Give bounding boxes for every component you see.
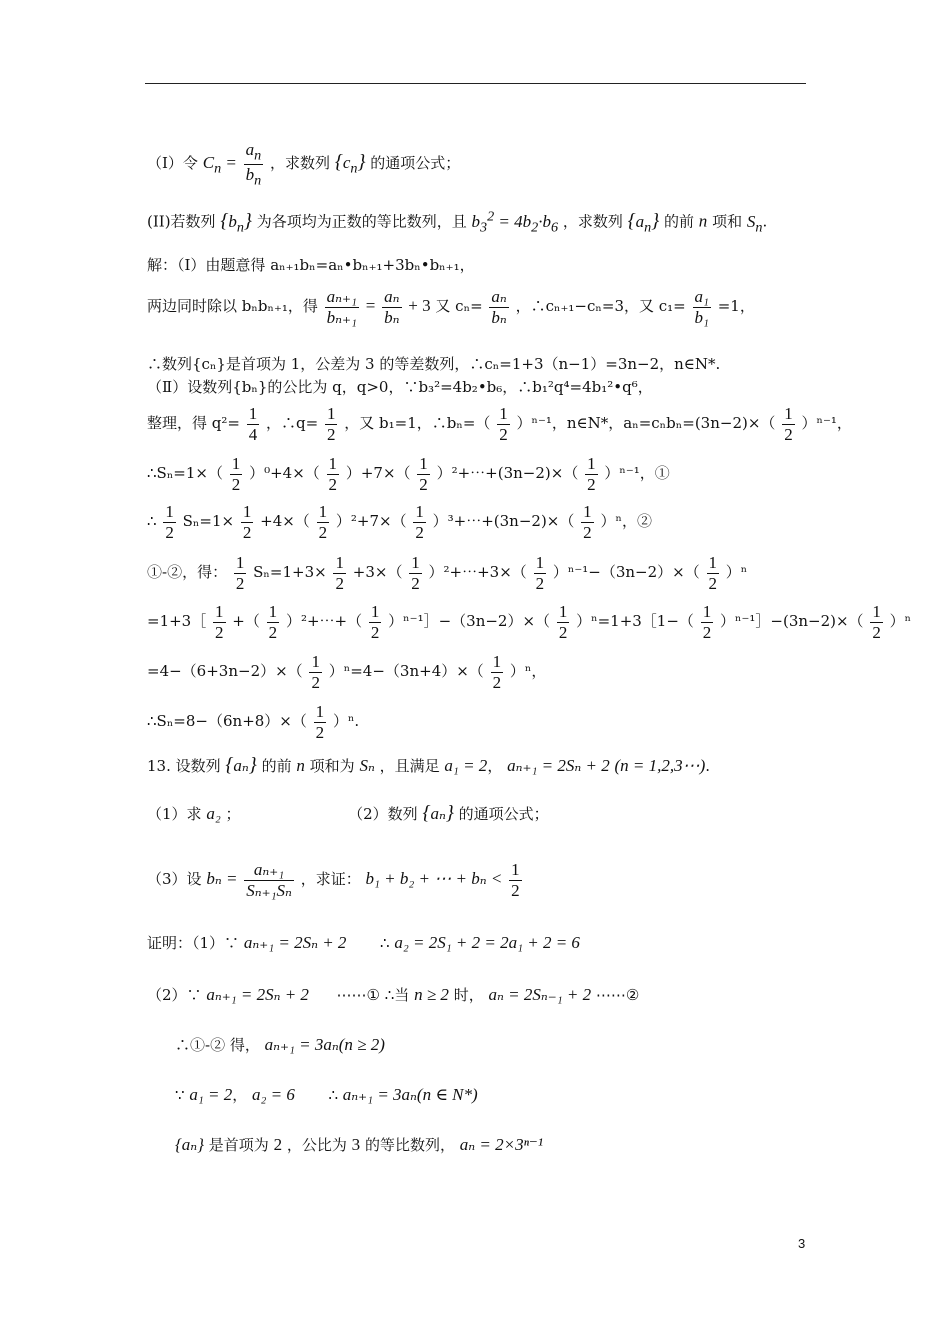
question-13-part3: （3）设 bₙ = $\frac{\text{aₙ₊₁}}{\text{Sₙ₊₁Sₙ}}$ ，求证： b₁ + b₂ + ⋯ + bₙ < $\frac{1}{2}$ [147,860,520,900]
proof-line-2: （2）∵ aₙ₊₁ = 2Sₙ + 2 ⋯⋯① ∴当 n ≥ 2 时， aₙ = 2Sₙ₋₁ + 2 ⋯⋯② [147,985,640,1004]
part1-question: （I）令 $C_n$ = $\frac{a_n}{b_n}$ ，求数列 $\{c_n\}$ 的通项公式； [147,140,461,189]
solution-line-9: =1+3［ $\frac{1}{2}$ +（ $\frac{1}{2}$ ）²+⋯+（ $\frac{1}{2}$ ）ⁿ⁻¹］−（3n−2）×（ $\frac{1}{2}$ ）ⁿ=1+3［1−（ $\frac{1}{2}$ ）ⁿ⁻¹］−(3n−2)×（ $\frac{1}{2}$ ）ⁿ [147,602,912,642]
part2-question: (II)若数列 $\{b_n\}$ 为各项均为正数的等比数列，且 $b_3^2 = 4b_2\cdot b_6$ ，求数列 $\{a_n\}$ 的前 n 项和 $S_n$. [147,208,768,236]
solution-line-4: （Ⅱ）设数列{bₙ}的公比为 q，q>0，∵b₃²=4b₂•b₆，∴b₁²q⁴=4b₁²•q⁶， [147,378,653,396]
fraction-an-bn: $\frac{a_n}{b_n}$ [245,140,262,189]
solution-line-5: 整理，得 q²= $\frac{1}{4}$ ，∴q= $\frac{1}{2}$ ，又 b₁=1，∴bₙ=（ $\frac{1}{2}$ ）ⁿ⁻¹，n∈N*，aₙ=cₙbₙ=(3n−2)×（ $\frac{1}{2}$ ）ⁿ⁻¹， [147,404,852,444]
solution-line-7: ∴ $\frac{1}{2}$ Sₙ=1× $\frac{1}{2}$ +4×（ $\frac{1}{2}$ ）²+7×（ $\frac{1}{2}$ ）³+⋯+(3n−2)×（ $\frac{1}{2}$ ）ⁿ，② [147,502,652,542]
proof-line-3: ∴①-② 得， aₙ₊₁ = 3aₙ(n ≥ 2) [175,1035,385,1054]
header-rule [145,83,806,84]
solution-line-6: ∴Sₙ=1×（ $\frac{1}{2}$ ）⁰+4×（ $\frac{1}{2}$ ）+7×（ $\frac{1}{2}$ ）²+⋯+(3n−2)×（ $\frac{1}{2}$ ）ⁿ⁻¹，① [147,454,670,494]
proof-line-5: {aₙ} 是首项为 2 ，公比为 3 的等比数列， aₙ = 2×3ⁿ⁻¹ [175,1135,543,1154]
page-number: 3 [798,1236,806,1251]
solution-line-1: 解：（Ⅰ）由题意得 aₙ₊₁bₙ=aₙ•bₙ₊₁+3bₙ•bₙ₊₁， [147,256,475,274]
solution-line-10: =4−（6+3n−2）×（ $\frac{1}{2}$ ）ⁿ=4−（3n+4）×（ $\frac{1}{2}$ ）ⁿ， [147,652,547,692]
solution-line-11: ∴Sₙ=8−（6n+8）×（ $\frac{1}{2}$ ）ⁿ. [147,702,360,742]
question-13-part1-2: （1）求 a₂ ； （2）数列 {aₙ} 的通项公式； [147,802,549,824]
question-13: 13. 设数列 {aₙ} 的前 n 项和为 Sₙ ，且满足 a₁ = 2， aₙ₊₁ = 2Sₙ + 2 (n = 1,2,3⋯). [147,754,711,776]
proof-line-4: ∵ a₁ = 2， a₂ = 6 ∴ aₙ₊₁ = 3aₙ(n ∈ N*) [175,1085,478,1104]
solution-line-3: ∴数列{cₙ}是首项为 1，公差为 3 的等差数列，∴cₙ=1+3（n−1）=3n−2，n∈N*. [147,355,721,373]
proof-line-1: 证明：（1）∵ aₙ₊₁ = 2Sₙ + 2 ∴ a₂ = 2S₁ + 2 = 2a₁ + 2 = 6 [147,933,580,952]
condition-formula: $b_3^2 = 4b_2\cdot b_6$ [471,208,559,236]
solution-line-2: 两边同时除以 bₙbₙ₊₁，得 $\frac{\text{aₙ₊₁}}{\text{bₙ₊₁}}$ = $\frac{\text{aₙ}}{\text{bₙ}}$ + 3 又 cₙ= $\frac{\text{aₙ}}{\text{bₙ}}$ ，∴cₙ₊₁−cₙ=3，又 c₁= $\frac{\text{a₁}}{\text{b₁}}$ =1， [147,287,755,327]
solution-line-8: ①-②，得： $\frac{1}{2}$ Sₙ=1+3× $\frac{1}{2}$ +3×（ $\frac{1}{2}$ ）²+⋯+3×（ $\frac{1}{2}$ ）ⁿ⁻¹−（3n−2）×（ $\frac{1}{2}$ ）ⁿ [147,553,748,593]
